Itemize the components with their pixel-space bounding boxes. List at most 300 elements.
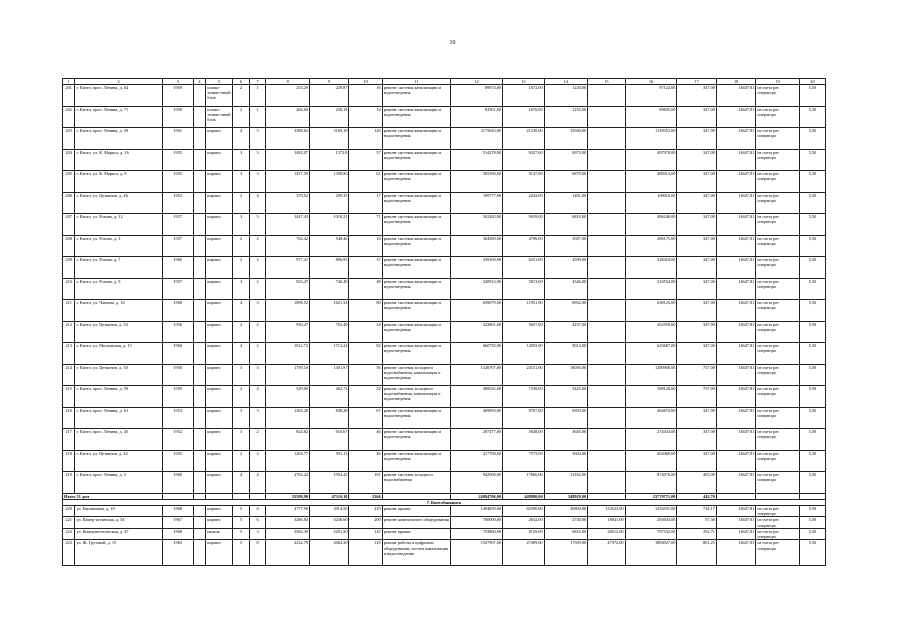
table-cell: 328410,00 — [625, 257, 677, 279]
table-cell: 1494850,00 — [451, 505, 503, 517]
table-cell: 16 — [349, 235, 382, 257]
table-cell: 11951,00 — [503, 300, 545, 322]
table-cell: 15940,00 — [544, 128, 588, 150]
table-cell: 403,00 — [677, 472, 716, 494]
table-cell: 216 — [63, 407, 75, 429]
table-cell: ремонт капитального оборудования — [382, 517, 451, 529]
table-cell: 286175,00 — [625, 235, 677, 257]
table-cell: 3 — [233, 407, 250, 429]
table-row — [63, 235, 826, 257]
table-cell: 5,50 — [799, 214, 825, 236]
table-cell: 502265,00 — [451, 214, 503, 236]
table-cell: 3645,00 — [544, 429, 588, 451]
table-cell: 302559,00 — [625, 321, 677, 343]
table-cell — [588, 450, 625, 472]
table-cell: 7238,00 — [503, 386, 545, 408]
table-cell: 34 — [349, 321, 382, 343]
table-cell: 202 — [63, 106, 75, 128]
table-cell: 89974,00 — [451, 85, 503, 107]
table-cell: 347,00 — [677, 106, 716, 128]
table-cell: 1952 — [162, 429, 193, 451]
table-cell: из счета рег. оператора — [756, 300, 800, 322]
table-cell: 299,35 — [310, 192, 349, 214]
table-cell: 347,00 — [677, 278, 716, 300]
table-cell: г. Кизел, прсп. Ленина, д. 59 — [75, 128, 162, 150]
table-cell: 347,00 — [677, 214, 716, 236]
table-cell — [193, 85, 205, 107]
table-cell: 469093,00 — [451, 407, 503, 429]
table-cell: 740,49 — [310, 278, 349, 300]
table-cell: 32 — [349, 386, 382, 408]
table-cell: 5,50 — [799, 278, 825, 300]
table-cell: 16 — [625, 79, 677, 85]
table-cell: 218 — [63, 450, 75, 472]
table-cell: 6879,00 — [544, 171, 588, 193]
table-cell: 2 — [249, 343, 266, 365]
table-cell: 762,42 — [266, 235, 310, 257]
table-cell: 5 — [233, 517, 250, 529]
table-cell: 1958 — [162, 106, 193, 128]
table-cell: 89695,00 — [625, 106, 677, 128]
table-cell: 388128,00 — [625, 386, 677, 408]
table-cell: 206 — [63, 192, 75, 214]
table-cell: 4796,00 — [503, 235, 545, 257]
table-cell: 14647,81 — [716, 171, 755, 193]
table-cell: 222 — [63, 528, 75, 540]
table-cell: 1482,07 — [266, 149, 310, 171]
table-cell: 4237,00 — [544, 321, 588, 343]
table-row — [63, 407, 826, 429]
table-cell: 2 — [249, 321, 266, 343]
table-cell: 5,50 — [799, 343, 825, 365]
table-cell: 7 — [249, 79, 266, 85]
table-cell: 5657,00 — [503, 321, 545, 343]
table-cell — [193, 364, 205, 386]
section-title: 7. Кизелбанкинск — [63, 499, 826, 505]
table-cell: 61 — [349, 171, 382, 193]
table-cell: 8 — [249, 540, 266, 566]
table-cell: 5,50 — [799, 85, 825, 107]
table-cell: 1955 — [162, 450, 193, 472]
table-cell: кирпич — [206, 505, 233, 517]
table-cell: 1398,86 — [310, 171, 349, 193]
table-cell: 217 — [63, 429, 75, 451]
table-cell: из счета рег. оператора — [756, 450, 800, 472]
table-cell: 2 — [233, 235, 250, 257]
table-cell: 514278,00 — [451, 149, 503, 171]
table-cell: кирпич — [206, 257, 233, 279]
table-cell — [193, 278, 205, 300]
table-cell: 464670,00 — [625, 407, 677, 429]
table-cell: 347,00 — [677, 235, 716, 257]
table-cell: 347,00 — [677, 321, 716, 343]
table-cell — [588, 364, 625, 386]
table-cell: 1457,59 — [266, 171, 310, 193]
table-cell: 223 — [63, 540, 75, 566]
table-cell: 207 — [63, 214, 75, 236]
table-cell: 1256531,00 — [625, 505, 677, 517]
table-row — [63, 214, 826, 236]
table-cell: 1927907,00 — [451, 540, 503, 566]
table-cell: 6251,00 — [503, 257, 545, 279]
table-cell: 347,00 — [677, 343, 716, 365]
table-cell: 1301,97 — [310, 364, 349, 386]
table-cell: 2366 — [349, 493, 382, 499]
table-cell — [588, 343, 625, 365]
table-cell: 14647,81 — [716, 235, 755, 257]
table-row — [63, 528, 826, 540]
table-cell: 2 — [249, 429, 266, 451]
table-cell: 2 — [249, 450, 266, 472]
table-cell: г. Кизел, ул. Розина, д. 7 — [75, 257, 162, 279]
table-row — [63, 192, 826, 214]
table-cell — [588, 106, 625, 128]
table-cell: 108010,00 — [625, 192, 677, 214]
table-cell: 9147,00 — [503, 171, 545, 193]
table-cell: 17 — [677, 79, 716, 85]
table-cell: 253,29 — [266, 85, 310, 107]
table-cell: 14647,81 — [716, 128, 755, 150]
table-cell: 1960 — [162, 343, 193, 365]
table-cell: 591,13 — [310, 450, 349, 472]
table-cell: 14 — [349, 106, 382, 128]
table-cell: 757,00 — [677, 364, 716, 386]
table-cell: 2 — [75, 79, 162, 85]
table-cell: ул. Коммунистическая, д. 47 — [75, 528, 162, 540]
table-cell: из счета рег. оператора — [756, 505, 800, 517]
table-cell: 1672,00 — [503, 85, 545, 107]
table-cell: 322861,00 — [451, 321, 503, 343]
table-cell: г. Кизел, ул. Цеткинов, д. 54 — [75, 321, 162, 343]
table-cell — [588, 472, 625, 494]
table-cell: 14647,81 — [716, 505, 755, 517]
table-cell — [588, 321, 625, 343]
table-cell: 824,82 — [266, 429, 310, 451]
table-cell — [193, 386, 205, 408]
table-cell: 133523,00 — [588, 505, 625, 517]
table-cell: из счета рег. оператора — [756, 235, 800, 257]
table-cell: 9327,00 — [503, 149, 545, 171]
table-cell: ул. Ж. Грузовой, д. 15 — [75, 540, 162, 566]
table-cell: 1957 — [162, 235, 193, 257]
table-cell: 874076,00 — [625, 472, 677, 494]
table-cell: 211 — [63, 300, 75, 322]
table-cell: 221 — [63, 517, 75, 529]
table-cell: 46 — [349, 450, 382, 472]
table-cell: 4 — [233, 128, 250, 150]
table-cell: ремонт системы канализации и водоотведения — [382, 106, 451, 128]
table-cell: 215 — [63, 386, 75, 408]
table-cell: 3587,00 — [544, 235, 588, 257]
table-cell: шлако-заливо-чный блок — [206, 106, 233, 128]
table-cell: 2201,50 — [310, 528, 349, 540]
table-cell: г. Кизел, прсп. Ленина, д. 45 — [75, 429, 162, 451]
table-cell: 145 — [349, 528, 382, 540]
table-cell: 13 — [503, 79, 545, 85]
table-cell: ремонт системы канализации и водоотведения — [382, 85, 451, 107]
table-cell: 339169,00 — [451, 257, 503, 279]
table-row — [63, 364, 826, 386]
table-row — [63, 517, 826, 529]
table-cell: из счета рег. оператора — [756, 192, 800, 214]
table-cell: из счета рег. оператора — [756, 85, 800, 107]
table-cell: 1447,43 — [266, 214, 310, 236]
table-cell: 283043,00 — [625, 517, 677, 529]
table-cell: 1363,28 — [266, 407, 310, 429]
table-cell — [193, 472, 205, 494]
table-cell: 238,19 — [310, 106, 349, 128]
table-cell: 347,00 — [677, 192, 716, 214]
table-cell: 1912,72 — [266, 343, 310, 365]
total-label: Итого 51 дом — [63, 493, 163, 499]
table-cell: 3 — [249, 171, 266, 193]
table-cell: 14647,81 — [716, 429, 755, 451]
table-cell: 47972,00 — [588, 540, 625, 566]
housing-repair-table — [62, 78, 826, 566]
table-cell: 1898,52 — [266, 300, 310, 322]
table-cell: из счета рег. оператора — [756, 386, 800, 408]
table-cell: 18 — [716, 79, 755, 85]
table-row — [63, 386, 826, 408]
table-cell: 2 — [249, 235, 266, 257]
table-cell: 201 — [63, 85, 75, 107]
table-cell: 2064,30 — [310, 540, 349, 566]
table-cell — [193, 257, 205, 279]
table-cell: 442,70 — [677, 493, 716, 499]
table-cell: 57,36 — [677, 517, 716, 529]
table-row — [63, 85, 826, 107]
table-cell — [588, 192, 625, 214]
table-cell — [193, 343, 205, 365]
table-cell: г. Кизел, ул. Цеткинов, д. 42 — [75, 450, 162, 472]
table-cell: 529,90 — [266, 386, 310, 408]
table-cell: 462,73 — [310, 386, 349, 408]
table-cell: 4 — [249, 386, 266, 408]
table-cell: 209 — [63, 257, 75, 279]
table-cell — [588, 149, 625, 171]
table-cell: кирпич — [206, 472, 233, 494]
table-cell: 486246,00 — [625, 214, 677, 236]
table-row — [63, 343, 826, 365]
table-cell: 3 — [249, 528, 266, 540]
table-cell: 3 — [233, 171, 250, 193]
table-cell: 47110,10 — [310, 493, 349, 499]
table-row — [63, 540, 826, 566]
table-cell: 14647,81 — [716, 321, 755, 343]
table-cell: 2242,00 — [503, 192, 545, 214]
table-cell: кирпич — [206, 300, 233, 322]
table-cell: 347,00 — [677, 429, 716, 451]
table-cell: 660755,00 — [451, 343, 503, 365]
table-cell: 2 — [233, 386, 250, 408]
table-cell: из счета рег. оператора — [756, 343, 800, 365]
table-cell — [193, 214, 205, 236]
table-cell: 1960 — [162, 257, 193, 279]
table-cell — [588, 429, 625, 451]
table-cell: ремонт системы холодного водоснабжения, канализации и водоотведения — [382, 386, 451, 408]
table-cell: кирпич — [206, 192, 233, 214]
table-cell: из счета рег. оператора — [756, 540, 800, 566]
table-cell: 5048,00 — [503, 429, 545, 451]
table-cell — [193, 429, 205, 451]
table-cell: 2 — [233, 85, 250, 107]
table-row — [63, 300, 826, 322]
table-cell: 5,50 — [799, 528, 825, 540]
table-cell: 3286,84 — [266, 517, 310, 529]
table-cell: 5,50 — [799, 192, 825, 214]
table-cell: 5,50 — [799, 321, 825, 343]
table-cell — [193, 128, 205, 150]
table-cell — [193, 540, 205, 566]
table-cell: 13162,00 — [544, 472, 588, 494]
table-cell: 20800,80 — [544, 505, 588, 517]
table-cell: 17509,00 — [544, 540, 588, 566]
table-cell: 734,17 — [677, 505, 716, 517]
table-cell: г. Кизел, прсп. Ленина, д. 71 — [75, 106, 162, 128]
table-cell: 347,00 — [677, 128, 716, 150]
table-cell: 2 — [233, 450, 250, 472]
table-cell: 24094706,00 — [451, 493, 503, 499]
table-cell: 1 — [63, 79, 75, 85]
table-cell — [193, 300, 205, 322]
table-cell: ремонт работы в цифровом оборудовании, систем канализации и водоотведения — [382, 540, 451, 566]
table-cell: 14647,81 — [716, 149, 755, 171]
table-cell: 18041,00 — [588, 517, 625, 529]
table-cell: 2730,00 — [544, 517, 588, 529]
table-cell: 2632,00 — [503, 517, 545, 529]
table-cell: ремонт системы холодного водоснабжения, канализации и водоотведения — [382, 364, 451, 386]
table-cell: 1884927,00 — [625, 540, 677, 566]
table-cell: 4 — [249, 192, 266, 214]
table-cell: 5,50 — [799, 517, 825, 529]
table-cell: 1018,21 — [310, 214, 349, 236]
table-cell — [193, 235, 205, 257]
table-cell: 5,50 — [799, 171, 825, 193]
table-cell: 700000,00 — [451, 517, 503, 529]
table-row — [63, 278, 826, 300]
table-cell: ремонт системы канализации и водоотведения — [382, 128, 451, 150]
table-cell: кирпич — [206, 540, 233, 566]
table-cell: 8707,00 — [503, 407, 545, 429]
table-cell — [588, 386, 625, 408]
table-cell: 48 — [349, 278, 382, 300]
table-cell — [588, 300, 625, 322]
table-cell: 5 — [233, 540, 250, 566]
table-cell: 213 — [63, 343, 75, 365]
table-cell: 1203,77 — [266, 450, 310, 472]
table-cell: 274434,00 — [625, 429, 677, 451]
table-cell: 46 — [349, 429, 382, 451]
table-cell: 1255,00 — [544, 106, 588, 128]
table-cell: 320913,00 — [451, 278, 503, 300]
table-cell: 3 — [233, 214, 250, 236]
table-cell: 14647,81 — [716, 257, 755, 279]
table-cell: 14647,81 — [716, 343, 755, 365]
table-cell: 3236,60 — [310, 517, 349, 529]
table-cell: 1957 — [162, 214, 193, 236]
table-cell: 1963 — [162, 540, 193, 566]
table-cell: 92561,00 — [451, 106, 503, 128]
table-cell: 5 — [233, 505, 250, 517]
table-cell: ремонт системы канализации и водоотведения — [382, 214, 451, 236]
table-cell: 23779771,00 — [625, 493, 677, 499]
table-cell: 347,00 — [677, 171, 716, 193]
table-cell: 3 — [233, 278, 250, 300]
table-cell: 16 — [349, 85, 382, 107]
table-cell: 1956 — [162, 321, 193, 343]
table-cell: 3169,18 — [310, 128, 349, 150]
table-cell: 304569,00 — [451, 235, 503, 257]
table-cell: 753800,00 — [451, 528, 503, 540]
table-cell: 1175643,00 — [451, 128, 503, 150]
table-cell: из счета рег. оператора — [756, 528, 800, 540]
table-cell: 4777,90 — [266, 505, 310, 517]
table-cell — [588, 171, 625, 193]
table-cell: 57 — [349, 149, 382, 171]
table-cell: 1955 — [162, 149, 193, 171]
table-cell — [193, 149, 205, 171]
table-cell: 219 — [63, 472, 75, 494]
table-cell: 212 — [63, 321, 75, 343]
table-cell: 24151,00 — [503, 364, 545, 386]
table-cell: 1491,00 — [544, 192, 588, 214]
table-cell: 3914,50 — [310, 505, 349, 517]
table-cell: кирпич — [206, 214, 233, 236]
table-cell: 56 — [349, 364, 382, 386]
table-cell: 2 — [233, 257, 250, 279]
table-cell: 347,00 — [677, 407, 716, 429]
table-cell: 3 — [249, 300, 266, 322]
table-cell: 7575,00 — [503, 450, 545, 472]
table-cell: ремонт системы канализации и водоотведения — [382, 171, 451, 193]
table-cell: г. Кизел, ул. Розина, д. 3 — [75, 235, 162, 257]
table-cell: 4 — [249, 472, 266, 494]
table-cell: 14647,81 — [716, 106, 755, 128]
table-cell: 659079,00 — [451, 300, 503, 322]
table-cell — [588, 278, 625, 300]
table-cell: г. Кизел, ул. Цеткинов, д. 46 — [75, 192, 162, 214]
table-cell: 5,50 — [799, 472, 825, 494]
table-cell: 347,00 — [677, 450, 716, 472]
table-cell: 6 — [233, 79, 250, 85]
table-cell: г. Кизел, ул. Розина, д. 9 — [75, 278, 162, 300]
table-cell: кирпич — [206, 364, 233, 386]
table-cell: 1961 — [162, 128, 193, 150]
table-cell: 4599,00 — [544, 257, 588, 279]
table-cell: 5,50 — [799, 505, 825, 517]
table-cell: 12 — [451, 79, 503, 85]
table-cell — [588, 257, 625, 279]
table-cell: 14647,81 — [716, 540, 755, 566]
table-cell: 1968 — [162, 528, 193, 540]
table-cell: ремонт системы канализации и водоотведения — [382, 321, 451, 343]
table-cell: 1 — [249, 106, 266, 128]
table-cell: из счета рег. оператора — [756, 407, 800, 429]
table-cell: 1959 — [162, 386, 193, 408]
table-cell: 1713,24 — [310, 343, 349, 365]
table-cell: 80 — [349, 300, 382, 322]
table-cell: 4 — [193, 79, 205, 85]
table-cell — [193, 321, 205, 343]
table-cell: 5 — [249, 128, 266, 150]
table-cell: из счета рег. оператора — [756, 149, 800, 171]
table-cell: 55599,90 — [266, 493, 310, 499]
table-cell: из счета рег. оператора — [756, 472, 800, 494]
table-cell: 417708,00 — [451, 450, 503, 472]
table-cell: 379,52 — [266, 192, 310, 214]
table-cell: 15 — [588, 79, 625, 85]
table-cell — [588, 128, 625, 150]
